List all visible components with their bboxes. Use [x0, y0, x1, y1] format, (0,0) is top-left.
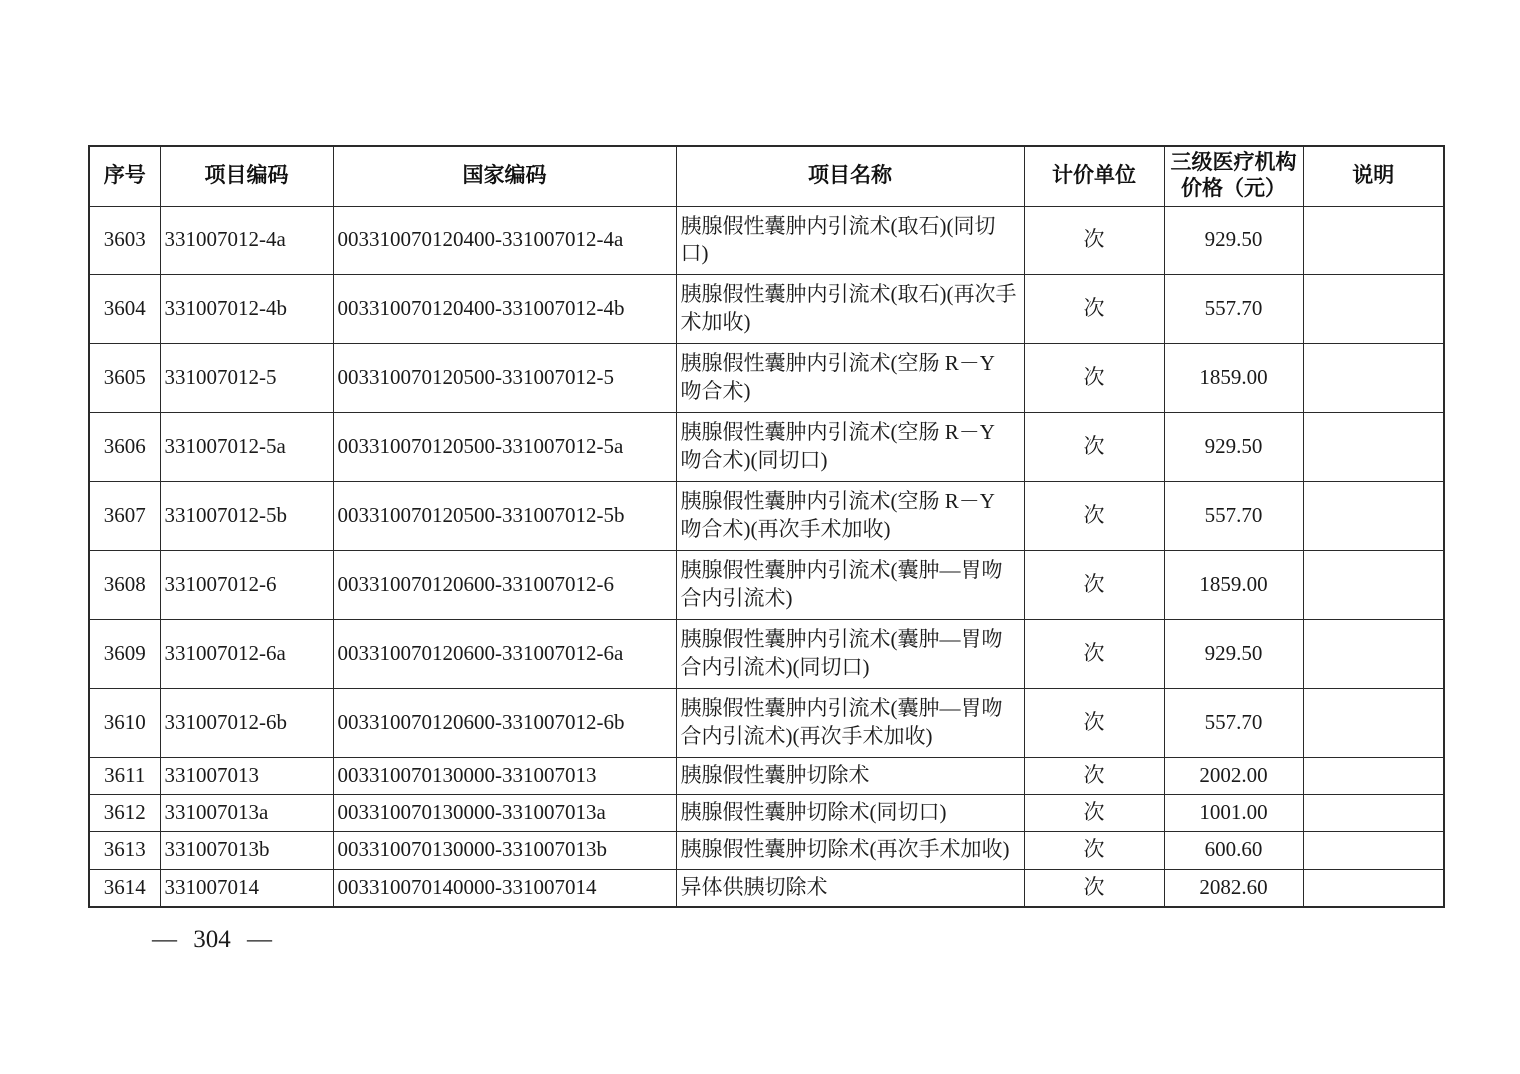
column-header-note: 说明 [1303, 146, 1444, 206]
cell-name: 胰腺假性囊肿内引流术(空肠 R－Y 吻合术)(再次手术加收) [676, 482, 1024, 551]
table-row [89, 413, 1444, 482]
cell-unit: 次 [1024, 413, 1164, 482]
cell-national_code: 003310070120400-331007012-4b [333, 275, 676, 344]
cell-note [1303, 551, 1444, 620]
cell-price: 929.50 [1164, 206, 1303, 275]
cell-price: 557.70 [1164, 275, 1303, 344]
cell-unit: 次 [1024, 757, 1164, 794]
cell-item_code: 331007012-5b [160, 482, 333, 551]
cell-national_code: 003310070130000-331007013b [333, 832, 676, 869]
table-row [89, 619, 1444, 688]
table-row [89, 757, 1444, 794]
cell-seq: 3610 [89, 688, 160, 757]
table-row [89, 275, 1444, 344]
cell-national_code: 003310070120500-331007012-5a [333, 413, 676, 482]
header-row [89, 146, 1444, 206]
cell-price: 600.60 [1164, 832, 1303, 869]
column-header-price: 三级医疗机构价格（元） [1164, 146, 1303, 206]
cell-name: 胰腺假性囊肿内引流术(囊肿—胃吻合内引流术)(再次手术加收) [676, 688, 1024, 757]
cell-name: 胰腺假性囊肿切除术(同切口) [676, 795, 1024, 832]
cell-national_code: 003310070120600-331007012-6a [333, 619, 676, 688]
table-row [89, 688, 1444, 757]
cell-seq: 3603 [89, 206, 160, 275]
cell-name: 胰腺假性囊肿内引流术(取石)(再次手术加收) [676, 275, 1024, 344]
cell-seq: 3611 [89, 757, 160, 794]
cell-unit: 次 [1024, 551, 1164, 620]
cell-price: 557.70 [1164, 688, 1303, 757]
cell-note [1303, 206, 1444, 275]
cell-national_code: 003310070130000-331007013 [333, 757, 676, 794]
cell-item_code: 331007012-6b [160, 688, 333, 757]
cell-national_code: 003310070120600-331007012-6 [333, 551, 676, 620]
cell-item_code: 331007013b [160, 832, 333, 869]
cell-note [1303, 275, 1444, 344]
table-row [89, 869, 1444, 907]
cell-name: 异体供胰切除术 [676, 869, 1024, 907]
column-header-name: 项目名称 [676, 146, 1024, 206]
cell-price: 929.50 [1164, 413, 1303, 482]
cell-item_code: 331007014 [160, 869, 333, 907]
cell-national_code: 003310070120500-331007012-5 [333, 344, 676, 413]
cell-name: 胰腺假性囊肿内引流术(取石)(同切口) [676, 206, 1024, 275]
cell-seq: 3609 [89, 619, 160, 688]
table-row [89, 832, 1444, 869]
cell-item_code: 331007013a [160, 795, 333, 832]
cell-seq: 3606 [89, 413, 160, 482]
cell-note [1303, 344, 1444, 413]
cell-price: 2002.00 [1164, 757, 1303, 794]
table-row [89, 344, 1444, 413]
cell-price: 1859.00 [1164, 344, 1303, 413]
table-body [89, 206, 1444, 907]
cell-price: 1859.00 [1164, 551, 1303, 620]
cell-name: 胰腺假性囊肿内引流术(囊肿—胃吻合内引流术)(同切口) [676, 619, 1024, 688]
cell-name: 胰腺假性囊肿内引流术(空肠 R－Y 吻合术)(同切口) [676, 413, 1024, 482]
cell-seq: 3612 [89, 795, 160, 832]
cell-name: 胰腺假性囊肿内引流术(囊肿—胃吻合内引流术) [676, 551, 1024, 620]
cell-seq: 3608 [89, 551, 160, 620]
column-header-national_code: 国家编码 [333, 146, 676, 206]
page-number: — 304 — [152, 926, 272, 953]
table-row [89, 551, 1444, 620]
cell-note [1303, 757, 1444, 794]
cell-unit: 次 [1024, 832, 1164, 869]
cell-name: 胰腺假性囊肿内引流术(空肠 R－Y 吻合术) [676, 344, 1024, 413]
cell-note [1303, 688, 1444, 757]
cell-name: 胰腺假性囊肿切除术(再次手术加收) [676, 832, 1024, 869]
cell-note [1303, 832, 1444, 869]
table-row [89, 482, 1444, 551]
cell-seq: 3605 [89, 344, 160, 413]
cell-national_code: 003310070140000-331007014 [333, 869, 676, 907]
cell-national_code: 003310070120500-331007012-5b [333, 482, 676, 551]
cell-item_code: 331007012-4a [160, 206, 333, 275]
cell-item_code: 331007013 [160, 757, 333, 794]
cell-unit: 次 [1024, 206, 1164, 275]
column-header-unit: 计价单位 [1024, 146, 1164, 206]
cell-national_code: 003310070120600-331007012-6b [333, 688, 676, 757]
cell-price: 557.70 [1164, 482, 1303, 551]
cell-note [1303, 619, 1444, 688]
cell-unit: 次 [1024, 275, 1164, 344]
cell-item_code: 331007012-4b [160, 275, 333, 344]
cell-price: 2082.60 [1164, 869, 1303, 907]
column-header-seq: 序号 [89, 146, 160, 206]
cell-price: 929.50 [1164, 619, 1303, 688]
cell-national_code: 003310070120400-331007012-4a [333, 206, 676, 275]
cell-name: 胰腺假性囊肿切除术 [676, 757, 1024, 794]
cell-unit: 次 [1024, 619, 1164, 688]
medical-price-table [88, 145, 1445, 908]
cell-seq: 3614 [89, 869, 160, 907]
cell-unit: 次 [1024, 688, 1164, 757]
table-row [89, 795, 1444, 832]
column-header-item_code: 项目编码 [160, 146, 333, 206]
cell-national_code: 003310070130000-331007013a [333, 795, 676, 832]
cell-price: 1001.00 [1164, 795, 1303, 832]
cell-unit: 次 [1024, 869, 1164, 907]
cell-unit: 次 [1024, 795, 1164, 832]
cell-note [1303, 482, 1444, 551]
cell-item_code: 331007012-5 [160, 344, 333, 413]
cell-note [1303, 869, 1444, 907]
cell-item_code: 331007012-6a [160, 619, 333, 688]
cell-note [1303, 795, 1444, 832]
cell-item_code: 331007012-5a [160, 413, 333, 482]
cell-note [1303, 413, 1444, 482]
cell-seq: 3607 [89, 482, 160, 551]
cell-seq: 3604 [89, 275, 160, 344]
table-row [89, 206, 1444, 275]
cell-item_code: 331007012-6 [160, 551, 333, 620]
cell-seq: 3613 [89, 832, 160, 869]
cell-unit: 次 [1024, 344, 1164, 413]
cell-unit: 次 [1024, 482, 1164, 551]
